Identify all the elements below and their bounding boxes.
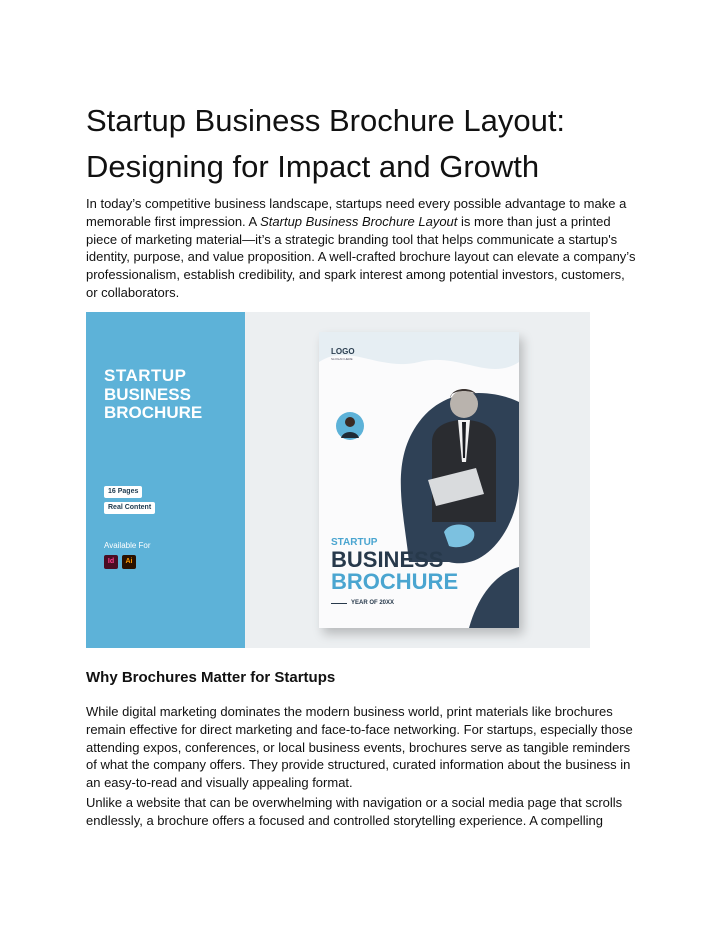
brochure-hero-image bbox=[86, 312, 590, 648]
intro-italic-phrase: Startup Business Brochure Layout bbox=[260, 213, 458, 229]
section-heading: Why Brochures Matter for Startups bbox=[86, 669, 336, 686]
cover-logo: LOGO bbox=[331, 347, 355, 356]
panel-business-text: BUSINESS bbox=[104, 385, 191, 404]
body-paragraph-1: While digital marketing dominates the modern business world, print materials like brochures remain effective for direct marketing and face-to-face networking. For startups, especially those attending expos, conferences, or local business events, brochures serve as tangible reminders of what the company offers. They provide structured, curated information about the business in an easy-to-read and visually appealing format. bbox=[86, 704, 633, 791]
available-for-label: Available For bbox=[104, 541, 151, 550]
panel-startup-text: STARTUP bbox=[104, 366, 187, 385]
businessman-photo bbox=[424, 382, 504, 522]
intro-text-end: is more than just a printed piece of marketing material—it’s a strategic branding tool that helps communicate a startup's identity, purpose, and value proposition. A well-crafted brochure layout can elevate a company’s professionalism, establish credibility, and spark interest among potential investors, customers, or collaborators. bbox=[86, 213, 636, 300]
intro-text-start: In today’s competitive business landscape, startups need every possible advantage to make a memorable first impression. A bbox=[86, 196, 627, 229]
pages-badge: 16 Pages bbox=[104, 486, 142, 498]
brochure-cover-mockup bbox=[319, 332, 519, 628]
content-badge: Real Content bbox=[104, 502, 155, 514]
cover-year-rule bbox=[331, 603, 347, 604]
cover-brochure-text: BROCHURE bbox=[331, 569, 459, 594]
title-line-1: Startup Business Brochure Layout: bbox=[86, 103, 566, 138]
panel-brochure-text: BROCHURE bbox=[104, 403, 203, 422]
blue-info-panel bbox=[86, 312, 245, 648]
cover-startup-text: STARTUP bbox=[331, 537, 378, 548]
cover-logo-slogan: SLOGAN HERE bbox=[331, 357, 353, 361]
intro-paragraph bbox=[86, 195, 638, 302]
cover-year-text: YEAR OF 20XX bbox=[351, 600, 395, 606]
indesign-icon: Id bbox=[104, 555, 118, 569]
title-line-2: Designing for Impact and Growth bbox=[86, 149, 540, 184]
illustrator-icon: Ai bbox=[122, 555, 136, 569]
body-paragraph-2: Unlike a website that can be overwhelming with navigation or a social media page that scrolls endlessly, a brochure offers a focused and controlled storytelling experience. A compelling bbox=[86, 795, 623, 828]
page-title bbox=[86, 98, 646, 190]
cover-business-text: BUSINESS bbox=[331, 547, 444, 572]
